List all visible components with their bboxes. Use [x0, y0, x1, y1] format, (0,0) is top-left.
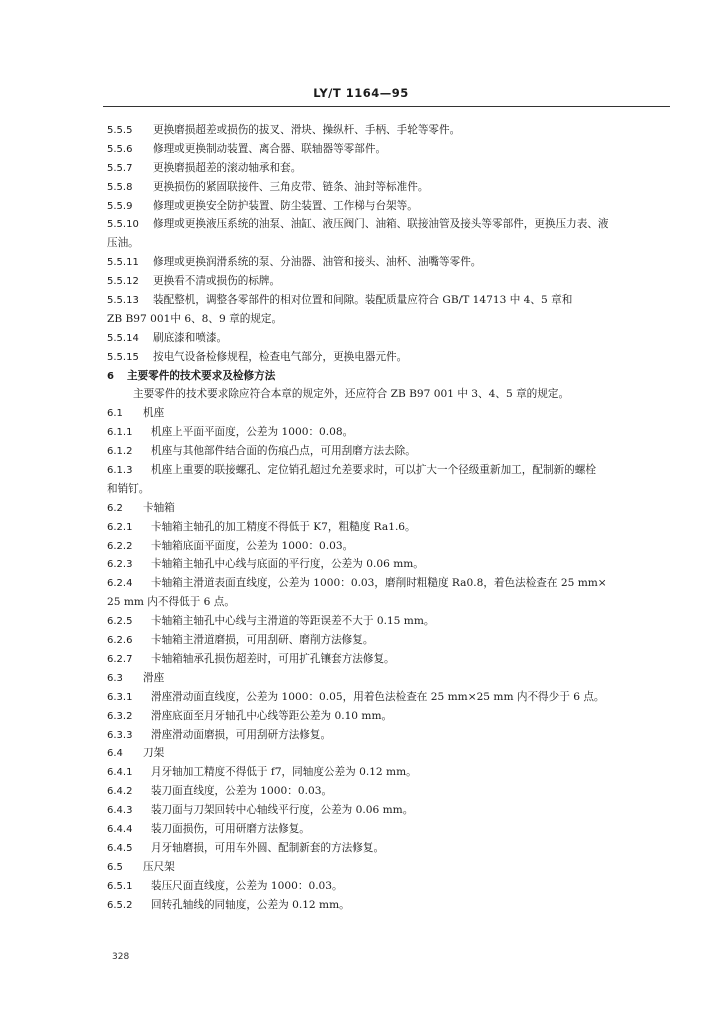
clause-number: 6.2.3 — [107, 559, 133, 571]
clause-number: 5.5.9 — [107, 200, 133, 212]
clause-number: 6.1.2 — [107, 446, 133, 458]
clause-text: 月牙轴磨损，可用车外圆、配制新套的方法修复。 — [151, 841, 385, 854]
subsection-heading — [107, 669, 670, 688]
subsection-heading — [107, 858, 670, 877]
clause-continuation — [107, 480, 670, 499]
clause-line — [107, 329, 670, 348]
clause-line — [107, 574, 670, 593]
clause-number: 5.5.10 — [107, 219, 139, 231]
clause-line — [107, 631, 670, 650]
clause-number: 6 — [107, 370, 114, 382]
clause-number: 6.4.5 — [107, 842, 133, 854]
subsection-heading — [107, 404, 670, 423]
clause-number: 6.1 — [107, 408, 123, 420]
clause-line — [107, 291, 670, 310]
clause-number: 6.3.3 — [107, 729, 133, 741]
clause-number: 6.2.2 — [107, 540, 133, 552]
clause-number: 6.2.7 — [107, 653, 133, 665]
clause-text: 机座上重要的联接螺孔、定位销孔超过允差要求时，可以扩大一个径级重新加工，配制新的螺栓 — [151, 464, 596, 477]
clause-text: 刀架 — [143, 747, 165, 760]
clause-number: 5.5.13 — [107, 295, 139, 307]
clause-line — [107, 650, 670, 669]
clause-text: 装刀面损伤，可用研磨方法修复。 — [151, 822, 310, 835]
clause-text: 按电气设备检修规程，检查电气部分，更换电器元件。 — [153, 350, 408, 363]
clause-line — [107, 461, 670, 480]
clause-text: ZB B97 001中 6、8、9 章的规定。 — [107, 312, 283, 325]
clause-line — [107, 159, 670, 178]
clause-text: 修理或更换制动装置、离合器、联轴器等零部件。 — [153, 142, 387, 155]
clause-number: 6.5.2 — [107, 899, 133, 911]
page-number: 328 — [112, 952, 130, 962]
clause-line — [107, 348, 670, 367]
clause-text: 卡轴箱轴承孔损伤超差时，可用扩孔镶套方法修复。 — [151, 652, 395, 665]
clause-line — [107, 782, 670, 801]
clause-text: 更换损伤的紧固联接件、三角皮带、链条、油封等标准件。 — [153, 180, 429, 193]
clause-number: 5.5.11 — [107, 257, 139, 269]
clause-line — [107, 801, 670, 820]
clause-line — [107, 215, 670, 234]
clause-line — [107, 555, 670, 574]
clause-text: 机座与其他部件结合面的伤痕凸点，可用刮磨方法去除。 — [151, 445, 416, 458]
clause-text: 装刀面与刀架回转中心轴线平行度，公差为 0.06 mm。 — [151, 804, 414, 817]
clause-text: 滑座滑动面磨损，可用刮研方法修复。 — [151, 728, 332, 741]
clause-number: 5.5.15 — [107, 351, 139, 363]
clause-text: 卡轴箱主滑道磨损，可用刮研、磨削方法修复。 — [151, 634, 374, 647]
header-rule — [103, 106, 670, 107]
clause-text: 月牙轴加工精度不得低于 f7，同轴度公差为 0.12 mm。 — [151, 766, 417, 779]
section-intro — [107, 385, 670, 404]
clause-line — [107, 763, 670, 782]
clause-number: 6.1.3 — [107, 465, 133, 477]
clause-text: 滑座滑动面直线度，公差为 1000：0.05，用着色法检查在 25 mm×25 mm 内不得少于 6 点。 — [151, 690, 605, 703]
clause-line — [107, 896, 670, 915]
clause-number: 5.5.6 — [107, 143, 133, 155]
clause-text: 主要零件的技术要求除应符合本章的规定外，还应符合 ZB B97 001 中 3、4、5 章的规定。 — [133, 388, 570, 401]
clause-number: 6.2.4 — [107, 578, 133, 590]
clause-number: 6.2 — [107, 502, 123, 514]
section-heading — [107, 367, 670, 386]
clause-text: 回转孔轴线的同轴度，公差为 0.12 mm。 — [151, 898, 350, 911]
clause-text: 装压尺面直线度，公差为 1000：0.03。 — [151, 879, 343, 892]
clause-text: 滑座 — [143, 671, 165, 684]
clause-number: 6.2.6 — [107, 635, 133, 647]
standard-code-header: LY/T 1164—95 — [313, 86, 409, 100]
clause-line — [107, 518, 670, 537]
clause-text: 机座上平面平面度，公差为 1000：0.08。 — [151, 426, 354, 439]
clause-line — [107, 178, 670, 197]
clause-line — [107, 537, 670, 556]
clause-line — [107, 707, 670, 726]
clause-line — [107, 877, 670, 896]
clause-number: 6.5 — [107, 861, 123, 873]
clause-number: 5.5.8 — [107, 181, 133, 193]
clause-text: 卡轴箱主滑道表面直线度，公差为 1000：0.03，磨削时粗糙度 Ra0.8，着色法检查在 25 mm× — [151, 577, 607, 590]
clause-line — [107, 121, 670, 140]
clause-text: 刷底漆和喷漆。 — [153, 331, 228, 344]
clause-line — [107, 272, 670, 291]
clause-line — [107, 197, 670, 216]
clause-continuation — [107, 310, 670, 329]
subsection-heading — [107, 744, 670, 763]
clause-text: 机座 — [143, 407, 165, 420]
clause-continuation — [107, 593, 670, 612]
clause-number: 6.4 — [107, 748, 123, 760]
clause-number: 6.3 — [107, 672, 123, 684]
subsection-heading — [107, 499, 670, 518]
clause-number: 6.2.1 — [107, 521, 133, 533]
clause-text: 修理或更换安全防护装置、防尘装置、工作梯与台架等。 — [153, 199, 418, 212]
clause-number: 5.5.14 — [107, 332, 139, 344]
clause-text: 滑座底面至月牙轴孔中心线等距公差为 0.10 mm。 — [151, 709, 393, 722]
clause-text: 和销钉。 — [107, 482, 150, 495]
clause-number: 6.3.1 — [107, 691, 133, 703]
clause-number: 6.3.2 — [107, 710, 133, 722]
clause-text: 装配整机，调整各零部件的相对位置和间隙。装配质量应符合 GB/T 14713 中 4、5 章和 — [153, 294, 573, 307]
clause-line — [107, 140, 670, 159]
clause-text: 更换磨损超差或损伤的拔叉、滑块、操纵杆、手柄、手轮等零件。 — [153, 124, 461, 136]
clause-line — [107, 442, 670, 461]
document-body — [107, 121, 670, 914]
clause-text: 卡轴箱主轴孔中心线与底面的平行度，公差为 0.06 mm。 — [151, 558, 424, 571]
clause-text: 卡轴箱底面平面度，公差为 1000：0.03。 — [151, 539, 354, 552]
clause-text: 卡轴箱 — [143, 501, 175, 514]
clause-number: 5.5.12 — [107, 276, 139, 288]
clause-number: 6.4.4 — [107, 823, 133, 835]
clause-text: 修理或更换润滑系统的泵、分油器、油管和接头、油杯、油嘴等零件。 — [153, 256, 482, 269]
clause-line — [107, 612, 670, 631]
clause-line — [107, 726, 670, 745]
clause-number: 5.5.7 — [107, 162, 133, 174]
clause-number: 5.5.5 — [107, 125, 133, 136]
clause-text: 压油。 — [107, 237, 139, 250]
clause-number: 6.4.3 — [107, 805, 133, 817]
clause-number: 6.4.1 — [107, 767, 133, 779]
clause-text: 更换磨损超差的滚动轴承和套。 — [153, 161, 302, 174]
clause-text: 装刀面直线度，公差为 1000：0.03。 — [151, 785, 333, 798]
clause-text: 卡轴箱主轴孔的加工精度不得低于 K7，粗糙度 Ra1.6。 — [151, 520, 416, 533]
clause-line — [107, 253, 670, 272]
clause-text: 更换看不清或损伤的标牌。 — [153, 275, 281, 288]
clause-text: 主要零件的技术要求及检修方法 — [127, 369, 276, 382]
clause-line — [107, 423, 670, 442]
clause-number: 6.5.1 — [107, 880, 133, 892]
clause-line — [107, 688, 670, 707]
clause-continuation — [107, 234, 670, 253]
clause-text: 修理或更换液压系统的油泵、油缸、液压阀门、油箱、联接油管及接头等零部件，更换压力表、液 — [153, 218, 609, 231]
clause-line — [107, 820, 670, 839]
clause-text: 卡轴箱主轴孔中心线与主滑道的等距误差不大于 0.15 mm。 — [151, 615, 435, 628]
clause-number: 6.4.2 — [107, 786, 133, 798]
clause-number: 6.2.5 — [107, 616, 133, 628]
clause-line — [107, 839, 670, 858]
clause-text: 25 mm 内不得低于 6 点。 — [107, 596, 235, 609]
clause-text: 压尺架 — [143, 860, 175, 873]
clause-number: 6.1.1 — [107, 427, 133, 439]
